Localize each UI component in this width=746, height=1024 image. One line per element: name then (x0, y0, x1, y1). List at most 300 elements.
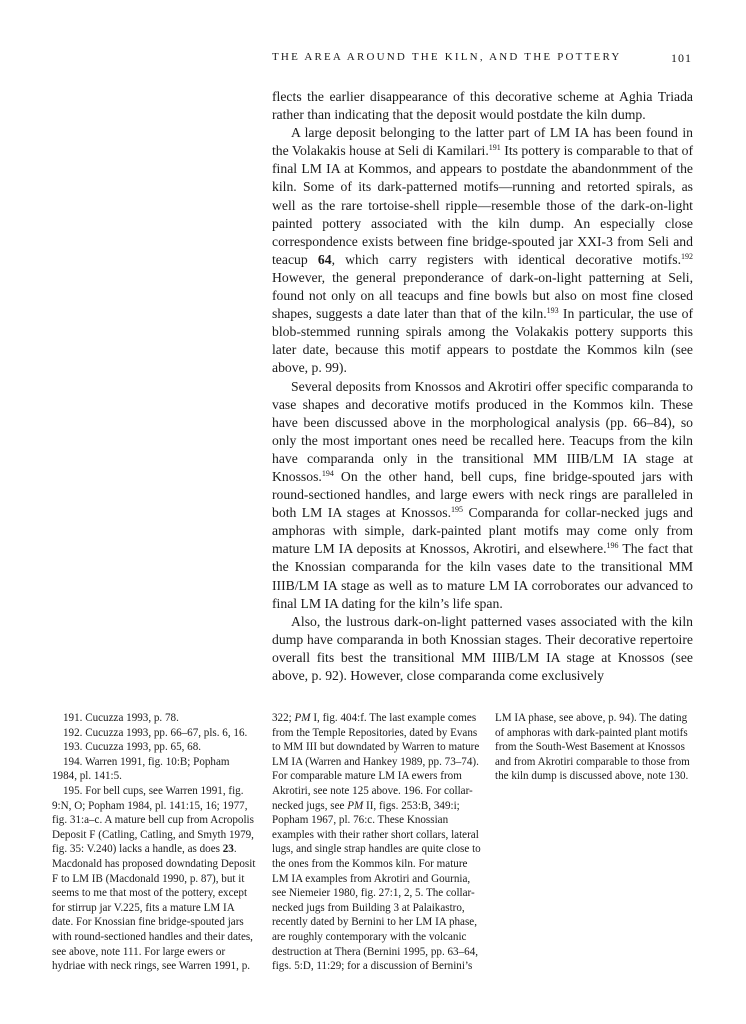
text: pp. (428, 755, 442, 768)
text: example (407, 712, 446, 724)
text: neck (110, 960, 132, 973)
text: mature (344, 770, 376, 783)
footnotes-column-3 (495, 711, 695, 784)
text: the (296, 726, 310, 739)
text: comes (447, 712, 477, 724)
text: ewers (411, 770, 438, 783)
text: kiln. (395, 857, 416, 870)
text: from (495, 741, 517, 754)
text: the (335, 857, 350, 870)
text: dark-painted (575, 726, 632, 739)
footnote-ref-193: 193 (546, 306, 559, 316)
text: (Warren (305, 755, 342, 768)
text: South-West (535, 741, 588, 754)
text: are (405, 843, 419, 856)
text: their (339, 828, 360, 841)
text: Deposit (220, 857, 256, 870)
text: dump (531, 770, 557, 783)
text: 1991, (213, 960, 239, 973)
text: jar (99, 901, 112, 914)
text: and (344, 755, 361, 768)
text: her (398, 916, 413, 929)
text: 76:c. (353, 814, 375, 827)
text: IA (291, 872, 303, 885)
text: Popham (272, 814, 309, 827)
text: by (337, 916, 349, 929)
text: flects the earlier disappearance of this decorative scheme at Aghia Triada rather than indicating that the deposit would postdate the kiln dump. (272, 89, 693, 123)
text: 9:N, (52, 799, 72, 812)
text: dating (659, 712, 688, 724)
text: discussed (569, 770, 613, 783)
footnote-ref-194: 194 (321, 468, 334, 478)
text: The (369, 712, 387, 724)
text: bell (103, 784, 121, 797)
text: and (296, 843, 313, 856)
text: the (272, 857, 286, 870)
text: handles (148, 930, 183, 943)
text: motifs (659, 726, 688, 739)
text: note (647, 770, 667, 783)
text: LM (272, 872, 289, 885)
text: LM (272, 755, 289, 768)
text: 1984, (127, 799, 153, 812)
text: above, (576, 712, 606, 724)
text: Bernini’s (431, 960, 473, 973)
text: 196. (403, 784, 424, 797)
footnote-ref-195: 195 (451, 505, 464, 515)
text: see (313, 784, 328, 797)
text: collars, (415, 828, 449, 841)
text: to (272, 741, 281, 754)
text: For (144, 945, 160, 958)
text: above, (68, 945, 99, 958)
text: from (668, 755, 690, 768)
text: 5:D, (294, 960, 314, 973)
text: Knossian (406, 814, 449, 827)
footnote-continued (495, 711, 695, 784)
text: phase, (528, 712, 557, 724)
text: Also, the lustrous dark-on-light patterned vases associated with the kiln dump have comparanda in both Knossian stages. Their decorative repertoire overall fits best the transitional MM IIIB/LM IA stage at Knossos (see above, p. 92). However, close comparanda come exclusively (272, 613, 693, 683)
text: 63–64, (447, 945, 479, 958)
text: date. (52, 916, 74, 929)
running-head-title: THE AREA AROUND THE KILN, AND THE POTTERY (272, 51, 622, 63)
paragraph-knossos-akrotiri (272, 378, 693, 613)
text: Gournia, (431, 872, 471, 885)
italic-pm: PM (347, 799, 364, 812)
text: jars (227, 916, 244, 929)
text: dated (409, 726, 434, 739)
text: the (412, 930, 427, 943)
text: me (93, 887, 107, 900)
text: However, the general preponderance of dark-on-light patterning at Seli, found not only on all teacups and fine bowls but also on most fine closed shapes, suggests a date later than that of the kiln. (272, 269, 693, 322)
text: 35: (69, 843, 85, 856)
text: 94). (619, 712, 637, 724)
text: for (52, 901, 65, 914)
text: comparable (290, 770, 342, 783)
text: with (88, 960, 108, 973)
text: Akrotiri (373, 872, 410, 885)
text: 73–74). (444, 755, 479, 768)
text: Hankey (362, 755, 398, 768)
text: IA (514, 712, 526, 724)
text: Palaikastro, (412, 901, 465, 914)
text: note (330, 784, 350, 797)
text: ones (288, 857, 309, 870)
text: Warren (401, 741, 435, 754)
text: Thera (334, 945, 361, 958)
text: see (162, 960, 177, 973)
text: Deposit (52, 828, 87, 841)
text: (Catling, (98, 828, 138, 841)
text: The (425, 887, 444, 900)
text: handles (368, 843, 403, 856)
text: last (389, 712, 405, 724)
text: from (272, 726, 294, 739)
text: (Macdonald (105, 872, 160, 885)
text: with (390, 930, 410, 943)
text: LM (495, 712, 512, 724)
text: mature (170, 901, 201, 914)
text: as (187, 843, 197, 856)
text: F (89, 828, 96, 841)
text: 322; (272, 712, 292, 724)
text: most (129, 887, 151, 900)
text: Comparanda for collar-necked jugs and amphoras with simple, dark-painted plant motifs may come only from mature LM IA deposits at Knossos, Akrotiri, and elsewhere. (272, 505, 693, 557)
text: 125 (352, 784, 369, 797)
text: contemporary (325, 930, 388, 943)
text: to (437, 741, 446, 754)
text: fig. (52, 843, 68, 856)
text: short (390, 828, 414, 841)
text: the (165, 887, 180, 900)
text: kiln (511, 770, 529, 783)
text: with (552, 726, 573, 739)
text: fig. (360, 887, 376, 900)
text: A large deposit belonging to the latter part of LM IA has been found in the Volakakis house at Seli di Kamilari. (272, 125, 693, 159)
text: Repositories, (348, 726, 407, 739)
text: the (519, 741, 533, 754)
text: These (377, 814, 405, 827)
text: roughly (288, 930, 323, 943)
text: seems (52, 887, 80, 900)
text: For (85, 784, 101, 797)
text: of (419, 960, 429, 973)
text: see (148, 784, 163, 797)
text: For (418, 857, 434, 870)
text: large (162, 945, 185, 958)
text: see (272, 887, 287, 900)
text: For (76, 916, 92, 929)
text: 11:29; (316, 960, 345, 973)
text: bell (148, 814, 165, 827)
text: (Bernini (363, 945, 401, 958)
text: for (347, 960, 361, 973)
text: mature (436, 857, 468, 870)
footnote-191: 191. Cucuzza 1993, p. 78. (63, 712, 179, 724)
text: with (316, 828, 337, 841)
text: of (495, 726, 505, 739)
text: note (101, 945, 121, 958)
text: collar-necked (272, 887, 475, 914)
text: I, (313, 712, 320, 724)
footnote-continued (272, 711, 482, 974)
text: pl. (338, 814, 351, 827)
text: p. (189, 872, 199, 885)
text: lateral (451, 828, 479, 841)
text: collar-necked (272, 784, 473, 812)
text: to (60, 872, 70, 885)
text: downdated (336, 741, 386, 754)
text: F (52, 872, 59, 885)
text: jugs (306, 901, 325, 914)
text: stirrup (67, 901, 97, 914)
text: , which carry registers with identical decorative motifs. (331, 251, 681, 267)
text: comparable (576, 755, 628, 768)
text: it (238, 872, 245, 885)
text: handle, (152, 843, 185, 856)
text: Kommos (352, 857, 393, 870)
text: hydriae (52, 960, 86, 973)
text: 1977, (222, 799, 248, 812)
catalog-number-64: 64 (317, 251, 332, 267)
text: lacks (119, 843, 142, 856)
text: LM (378, 770, 395, 783)
text: close (446, 843, 470, 856)
footnotes-column-2 (272, 711, 482, 974)
text: bridge-spouted (158, 916, 225, 929)
text: LM (72, 872, 90, 885)
text: 87), (200, 872, 219, 885)
text: V.225, (113, 901, 143, 914)
text: 1980, (333, 887, 358, 900)
text: from (327, 901, 350, 914)
text: mature (114, 814, 146, 827)
text: IA (435, 916, 447, 929)
text: Several deposits from Knossos and Akrotiri offer specific comparanda to vase shapes and decorative motifs produced in the Kommos kiln. These have been discussed above in the morphological analysis (pp. 66–84), so only the most important ones need be recalled here. Teacups from the kiln have comparanda only in the transitional MM IIIB/LM IA stage at Knossos. (272, 378, 693, 484)
text: IA (291, 755, 303, 768)
footnote-192: 192. Cucuzza 1993, pp. 66–67, pls. 6, 16. (63, 726, 248, 739)
text: IA (223, 901, 235, 914)
text: 1967, (311, 814, 337, 827)
text: see (559, 712, 574, 724)
text: p. (608, 712, 617, 724)
footnote-194: 194. Warren 1991, fig. 10:B; Popham 1984, pl. 141:5. (52, 755, 230, 783)
text: are (272, 930, 286, 943)
text: by (436, 726, 448, 739)
text: figs. (272, 960, 292, 973)
text: 195. (63, 784, 83, 797)
text: and (178, 828, 195, 841)
footnote-ref-191: 191 (488, 143, 501, 153)
text: 111. (122, 945, 142, 958)
text: Popham (88, 799, 125, 812)
footnotes-column-1 (52, 711, 257, 974)
text: amphoras (507, 726, 551, 739)
text: Knossos (647, 741, 685, 754)
text: except (218, 887, 248, 900)
text: fine (138, 916, 156, 929)
text: pl. (154, 799, 167, 812)
text: mature (448, 741, 480, 754)
text: Knossian (94, 916, 136, 929)
text: single (314, 843, 342, 856)
text: but (221, 872, 236, 885)
text: LM (415, 916, 433, 929)
text: 1990, (162, 872, 188, 885)
text: by (388, 741, 400, 754)
text: Its pottery is comparable to that of final LM IA at Kommos, and appears to postdate the abandonmment of the kiln. Some of its dark-patterned motifs—running and retorted spirals, as well as the rare tortoise-shell ripple—resemble those of the dark-on-light painted pottery associated with the kiln dump. An especially close correspondence exists between fine bridge-spouted jar XXI-3 from Seli and teacup (272, 143, 694, 267)
text: 1991, (200, 784, 226, 797)
page-number: 101 (671, 51, 692, 65)
text: from (349, 872, 372, 885)
text: does (199, 843, 220, 856)
text: above. (371, 784, 401, 797)
text: jugs, (306, 799, 328, 812)
text: O; (74, 799, 86, 812)
text: II, (366, 799, 377, 812)
text: a (162, 901, 168, 914)
text: the (495, 770, 509, 783)
text: Acropolis (210, 814, 254, 827)
italic-pm: PM (294, 712, 311, 724)
text: from (513, 755, 536, 768)
text: Niemeier (288, 887, 331, 900)
footnote-195 (52, 784, 257, 974)
text: p. (241, 960, 251, 973)
text: dates, (227, 930, 253, 943)
text: 3 (393, 901, 400, 914)
text: rather (362, 828, 389, 841)
text: IA (397, 770, 409, 783)
footnote-193: 193. Cucuzza 1993, pp. 65, 68. (63, 741, 202, 754)
text: 1989, (400, 755, 426, 768)
text: that (109, 887, 127, 900)
text: Temple (312, 726, 346, 739)
text: and (185, 930, 202, 943)
text: On the other hand, bell cups, fine bridge-spouted jars with round-sectioned handles, and large ewers with neck rings are paralleled in both LM IA stages at Knossos. (272, 468, 693, 521)
text: Warren (165, 784, 198, 797)
main-text (272, 88, 693, 685)
text: MM (283, 741, 304, 754)
text: examples (272, 828, 314, 841)
text: above, (614, 770, 645, 783)
text: Building (351, 901, 391, 914)
text: from (311, 857, 334, 870)
text: discussion (370, 960, 417, 973)
text: to (81, 887, 91, 900)
paragraph-continued (272, 88, 693, 124)
running-head (272, 51, 692, 67)
text: a (362, 960, 368, 973)
text: to (630, 755, 640, 768)
text: destruction (272, 945, 322, 958)
footnote-ref-192: 192 (681, 251, 693, 261)
text: Warren (178, 960, 212, 973)
text: pottery, (181, 887, 216, 900)
text: 1979, (228, 828, 254, 841)
text: examples (305, 872, 348, 885)
text: fig. (52, 814, 68, 827)
text: at (324, 945, 333, 958)
text: proposed (122, 857, 163, 870)
text: 1995, (403, 945, 429, 958)
text: from (186, 814, 209, 827)
text: 141:15, (169, 799, 203, 812)
text: Evans (450, 726, 478, 739)
text: from (440, 770, 462, 783)
text: ewers (187, 945, 214, 958)
text: and (495, 755, 512, 768)
text: 404:f. (340, 712, 367, 724)
text: The (639, 712, 657, 724)
text: IB (91, 872, 103, 885)
text: recently (272, 916, 308, 929)
text: of (153, 887, 163, 900)
footnote-ref-196: 196 (606, 541, 619, 551)
text: Akrotiri (537, 755, 574, 768)
text: Macdonald (52, 857, 102, 870)
text: plant (634, 726, 657, 739)
text: . (233, 843, 237, 856)
text: 31:a–c. (69, 814, 103, 827)
text: pp. (430, 945, 445, 958)
text: Basement (589, 741, 634, 754)
text: 16; (205, 799, 220, 812)
text: volcanic (428, 930, 467, 943)
text: 27:1, (378, 887, 402, 900)
text: Smyth (197, 828, 227, 841)
paragraph-patterned-vases (272, 613, 693, 685)
text: downdating (165, 857, 219, 870)
text: at (401, 901, 410, 914)
text: A (104, 814, 112, 827)
text: is (559, 770, 567, 783)
text: Bernini (351, 916, 385, 929)
text: dated (310, 916, 335, 929)
text: cups, (122, 784, 146, 797)
text: phase, (448, 916, 477, 929)
text: those (642, 755, 666, 768)
text: 5. (415, 887, 424, 900)
text: For (425, 784, 442, 797)
text: 253:B, (401, 799, 432, 812)
text: 349:i; (433, 799, 460, 812)
text: but (319, 741, 334, 754)
text: or (215, 945, 226, 958)
text: quite (421, 843, 444, 856)
text: figs. (378, 799, 399, 812)
text: see (330, 799, 345, 812)
text: see (52, 945, 67, 958)
text: with (52, 930, 72, 943)
text: rings, (134, 960, 160, 973)
text: LM (203, 901, 221, 914)
text: their (204, 930, 225, 943)
paragraph-seli-deposit (272, 124, 693, 377)
text: fig. (228, 784, 244, 797)
text: Catling, (140, 828, 176, 841)
text: to (472, 843, 481, 856)
text: to (387, 916, 396, 929)
text: at (636, 741, 645, 754)
text: has (104, 857, 120, 870)
text: strap (344, 843, 366, 856)
text: and (412, 872, 429, 885)
text: cup (167, 814, 184, 827)
text: 2, (403, 887, 413, 900)
text: For (272, 770, 288, 783)
text: a (144, 843, 150, 856)
